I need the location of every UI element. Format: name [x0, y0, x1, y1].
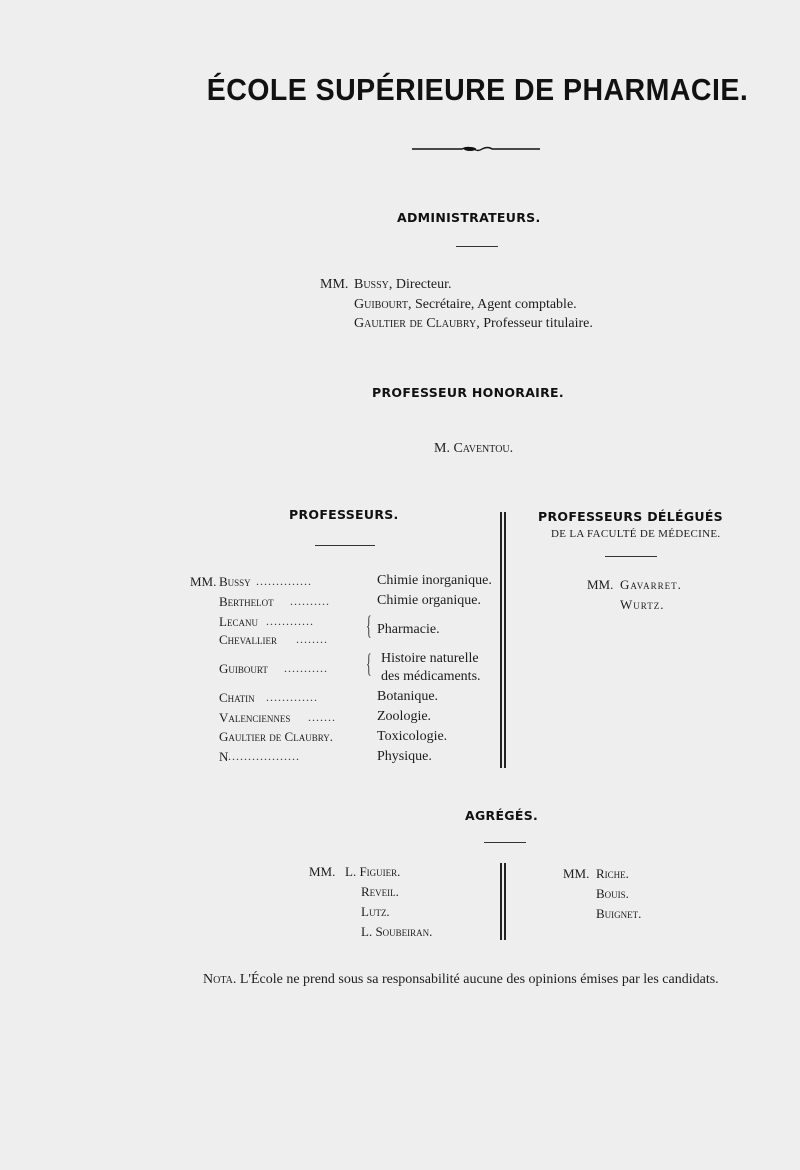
nota-label: Nota. — [203, 972, 237, 987]
agrege-name: Riche. — [596, 866, 629, 881]
prof-name-gaultier: Gaultier de Claubry. — [219, 729, 333, 744]
leader-dots: .................. — [228, 749, 300, 763]
delegue-name: Gavarret. — [620, 577, 682, 592]
leader-dots: ....... — [308, 710, 336, 724]
honoraire-prefix: M. — [434, 441, 450, 456]
agreges-heading: AGRÉGÉS. — [465, 808, 539, 823]
agrege-name: L. Soubeiran. — [361, 924, 433, 939]
admin-role: , Secrétaire, Agent comptable. — [407, 297, 577, 312]
prof-subject: Toxicologie. — [377, 729, 448, 744]
honoraire-line — [434, 441, 513, 457]
agrege-name: Bouis. — [596, 886, 629, 901]
section-rule — [456, 246, 498, 247]
agrege-name: Reveil. — [361, 884, 399, 899]
prof-name-valenciennes: Valenciennes — [219, 710, 291, 725]
delegues-heading: PROFESSEURS DÉLÉGUÉS — [538, 509, 723, 524]
prof-subject: des médicaments. — [381, 669, 481, 684]
delegue-name: Wurtz. — [620, 597, 665, 612]
prof-name-lecanu: Lecanu — [219, 614, 258, 629]
honoraire-heading: PROFESSEUR HONORAIRE. — [372, 385, 564, 400]
admin-line-1 — [354, 277, 452, 293]
prof-name-bussy: Bussy — [219, 574, 251, 589]
prof-name-guibourt: Guibourt — [219, 661, 268, 676]
administrateurs-heading: ADMINISTRATEURS. — [397, 210, 541, 225]
leader-dots: ............ — [266, 614, 314, 628]
prof-name-chevallier: Chevallier — [219, 632, 277, 647]
prof-subject: Physique. — [377, 749, 432, 764]
delegues-prefix: MM. — [587, 577, 614, 592]
nota-text: L'École ne prend sous sa responsabilité aucune des opinions émises par les candidats. — [239, 972, 719, 987]
column-divider — [504, 512, 506, 768]
section-rule — [605, 556, 657, 557]
admin-line-3 — [354, 316, 593, 332]
prof-name-berthelot: Berthelot — [219, 594, 274, 609]
honoraire-name: Caventou. — [453, 441, 514, 456]
column-divider — [504, 863, 506, 940]
brace-icon: { — [366, 611, 372, 640]
prof-subject: Zoologie. — [377, 709, 432, 724]
admin-name: Gaultier de Claubry — [354, 316, 477, 331]
leader-dots: .......... — [290, 594, 330, 608]
agrege-name: Lutz. — [361, 904, 390, 919]
column-divider — [500, 863, 502, 940]
admin-name: Guibourt — [354, 297, 408, 312]
leader-dots: ............. — [266, 690, 318, 704]
delegues-subheading: DE LA FACULTÉ DE MÉDECINE. — [551, 528, 721, 540]
prof-subject: Pharmacie. — [377, 622, 440, 637]
leader-dots: ........ — [296, 632, 328, 646]
section-rule — [315, 545, 375, 546]
section-rule — [484, 842, 526, 843]
prof-subject: Histoire naturelle — [381, 651, 479, 666]
professeurs-prefix: MM. — [190, 574, 217, 589]
agrege-name: Buignet. — [596, 906, 642, 921]
leader-dots: ........... — [284, 661, 328, 675]
admin-role: , Directeur. — [388, 277, 452, 292]
agreges-prefix-right: MM. — [563, 866, 590, 881]
admin-name: Bussy — [354, 277, 389, 292]
prof-name-chatin: Chatin — [219, 690, 255, 705]
ornament-divider — [412, 143, 540, 155]
admin-prefix: MM. — [320, 277, 349, 292]
admin-role: , Professeur titulaire. — [476, 316, 593, 331]
agrege-name: L. Figuier. — [345, 864, 401, 879]
prof-subject: Botanique. — [377, 689, 439, 704]
prof-name-n: N — [219, 749, 229, 764]
brace-icon: { — [366, 649, 372, 678]
professeurs-heading: PROFESSEURS. — [289, 507, 399, 522]
page-title: ÉCOLE SUPÉRIEURE DE PHARMACIE. — [206, 72, 749, 107]
agreges-prefix-left: MM. — [309, 864, 336, 879]
prof-subject: Chimie inorganique. — [377, 573, 492, 588]
prof-subject: Chimie organique. — [377, 593, 481, 608]
column-divider — [500, 512, 502, 768]
nota-line — [203, 972, 719, 988]
leader-dots: .............. — [256, 574, 312, 588]
admin-line-2 — [354, 297, 577, 313]
